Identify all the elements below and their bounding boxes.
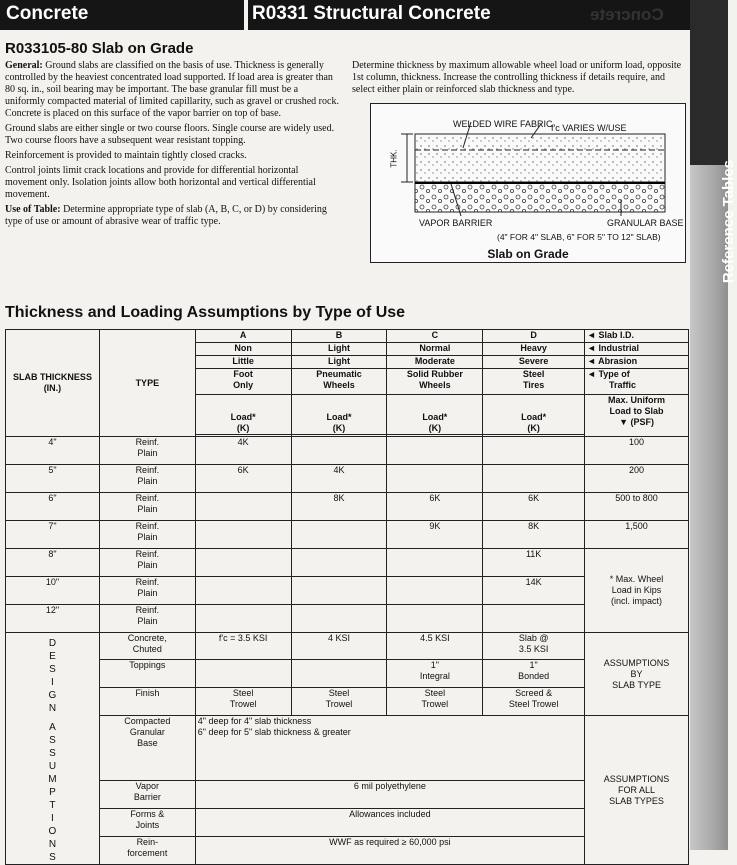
base-depth-note: (4" FOR 4" SLAB, 6" FOR 5" TO 12" SLAB)	[497, 232, 661, 242]
toppings-a	[195, 660, 291, 688]
thickness-7: 7"	[6, 521, 100, 549]
load-cell: 8K	[291, 493, 387, 521]
header-mirror-text: Concrete	[590, 5, 664, 24]
table-row	[6, 330, 689, 343]
psf-cell: 500 to 800	[585, 493, 689, 521]
type-cell: Reinf. Plain	[99, 465, 195, 493]
load-c: Load* (K)	[387, 395, 483, 435]
thickness-6: 6"	[6, 493, 100, 521]
assumptions-all-types: ASSUMPTIONS FOR ALL SLAB TYPES	[585, 716, 689, 865]
reinforcement-value: WWF as required ≥ 60,000 psi	[195, 837, 584, 865]
thickness-text: Determine thickness by maximum allowable wheel load or uniform load, opposite 1st column, thickness. Increase the controlling thickness if details require, and select either plain or reinforced slab thickness and type.	[352, 60, 682, 95]
header-title: R0331 Structural Concrete	[252, 3, 491, 24]
load-cell	[483, 465, 585, 493]
table-row	[6, 521, 689, 549]
page-header	[0, 0, 690, 30]
granular-base-label: GRANULAR BASE	[607, 218, 684, 228]
thickness-5: 5"	[6, 465, 100, 493]
max-uniform-header: Max. Uniform Load to Slab ▼ (PSF)	[585, 395, 689, 437]
traffic-c: Solid Rubber Wheels	[387, 369, 483, 395]
table-row	[6, 437, 689, 465]
load-b: Load* (K)	[291, 395, 387, 435]
traffic-label: ◄ Type of Traffic	[585, 369, 689, 395]
type-cell: Reinf. Plain	[99, 577, 195, 605]
granular-base-label: Compacted Granular Base	[99, 716, 195, 781]
load-cell	[387, 465, 483, 493]
load-cell: 11K	[483, 549, 585, 577]
finish-b: Steel Trowel	[291, 688, 387, 716]
slab-id-a: A	[195, 330, 291, 343]
paragraph-joints: Control joints limit crack locations and provide for differential horizontal movement only. Isolation joints allow both horizontal and vertical differential movement.	[5, 165, 316, 200]
slab-id-b: B	[291, 330, 387, 343]
load-d: Load* (K)	[483, 395, 585, 435]
load-cell	[387, 549, 483, 577]
slab-thickness-header: SLAB THICKNESS (IN.)	[6, 330, 100, 437]
traffic-b: Pneumatic Wheels	[291, 369, 387, 395]
load-cell	[291, 549, 387, 577]
traffic-d: Steel Tires	[483, 369, 585, 395]
industrial-c: Normal	[387, 343, 483, 356]
toppings-b	[291, 660, 387, 688]
welded-wire-label: WELDED WIRE FABRIC	[453, 119, 553, 129]
paragraph-reinforcement: Reinforcement is provided to maintain tightly closed cracks.	[5, 150, 247, 161]
slab-id-d: D	[483, 330, 585, 343]
abrasion-label: ◄ Abrasion	[585, 356, 689, 369]
finish-c: Steel Trowel	[387, 688, 483, 716]
load-a: Load* (K)	[195, 395, 291, 435]
paragraph-general: General: Ground slabs are classified on the basis of use. Thickness is generally controlled by the heaviest concentrated load supported. If load area is greater than 80 sq. in., soil bearing may be important. The base granular fill must be a uniformly compacted material of limited capillarity, such as gravel or crushed rock. Concrete is placed on this surface of the vapor barrier on top of base.	[5, 60, 339, 119]
load-cell	[195, 521, 291, 549]
reinforcement-label: Rein- forcement	[99, 837, 195, 865]
wheel-load-note: * Max. Wheel Load in Kips (incl. impact)	[585, 549, 689, 633]
type-cell: Reinf. Plain	[99, 549, 195, 577]
granular-base-value: 4" deep for 4" slab thickness 6" deep for 5" slab thickness & greater	[195, 716, 584, 781]
industrial-b: Light	[291, 343, 387, 356]
abrasion-b: Light	[291, 356, 387, 369]
table-row	[6, 465, 689, 493]
load-cell: 6K	[195, 465, 291, 493]
assumptions-by-type: ASSUMPTIONS BY SLAB TYPE	[585, 633, 689, 716]
load-cell: 6K	[387, 493, 483, 521]
thickness-12: 12"	[6, 605, 100, 633]
thickness-10: 10"	[6, 577, 100, 605]
load-cell	[195, 549, 291, 577]
section-title: R033105-80 Slab on Grade	[5, 40, 194, 57]
load-cell: 6K	[483, 493, 585, 521]
load-cell	[291, 577, 387, 605]
thickness-label: THK.	[389, 149, 399, 168]
toppings-label: Toppings	[99, 660, 195, 688]
finish-label: Finish	[99, 688, 195, 716]
vapor-barrier-label: VAPOR BARRIER	[419, 218, 493, 228]
type-cell: Reinf. Plain	[99, 493, 195, 521]
load-cell	[387, 577, 483, 605]
paragraph-use-of-table: Use of Table: Determine appropriate type of slab (A, B, C, or D) by considering type of use or amount of abrasive wear of traffic type.	[5, 204, 327, 227]
abrasion-c: Moderate	[387, 356, 483, 369]
finish-d: Screed & Steel Trowel	[483, 688, 585, 716]
industrial-a: Non	[195, 343, 291, 356]
table-row	[6, 716, 689, 781]
type-header: TYPE	[99, 330, 195, 437]
diagram-caption: Slab on Grade	[487, 247, 569, 261]
reference-tab	[690, 0, 737, 850]
reference-tab-label: Reference Tables	[720, 160, 737, 284]
design-assumptions-label: D E S I G N A S S U M P T I O N S	[6, 633, 100, 865]
concrete-b: 4 KSI	[291, 633, 387, 660]
vapor-barrier-value: 6 mil polyethylene	[195, 781, 584, 809]
load-cell	[387, 605, 483, 633]
load-cell	[387, 437, 483, 465]
concrete-label: Concrete, Chuted	[99, 633, 195, 660]
intro-text	[5, 60, 340, 231]
thickness-8: 8"	[6, 549, 100, 577]
concrete-c: 4.5 KSI	[387, 633, 483, 660]
traffic-a: Foot Only	[195, 369, 291, 395]
load-cell	[291, 437, 387, 465]
type-cell: Reinf. Plain	[99, 437, 195, 465]
slab-diagram	[370, 103, 686, 263]
slab-id-label: ◄ Slab I.D.	[585, 330, 689, 343]
type-cell: Reinf. Plain	[99, 605, 195, 633]
load-cell: 9K	[387, 521, 483, 549]
concrete-a: f'c = 3.5 KSI	[195, 633, 291, 660]
load-cell: 4K	[291, 465, 387, 493]
industrial-d: Heavy	[483, 343, 585, 356]
fc-label: f'c VARIES W/USE	[551, 123, 627, 133]
load-cell: 14K	[483, 577, 585, 605]
header-divider	[244, 0, 248, 30]
header-section-name: Concrete	[6, 3, 89, 24]
load-cell: 8K	[483, 521, 585, 549]
load-cell	[195, 605, 291, 633]
table-row	[6, 633, 689, 660]
reference-tab-block	[690, 0, 728, 165]
load-cell	[291, 605, 387, 633]
load-cell	[195, 493, 291, 521]
psf-cell: 100	[585, 437, 689, 465]
concrete-d: Slab @ 3.5 KSI	[483, 633, 585, 660]
load-cell	[483, 437, 585, 465]
psf-cell: 200	[585, 465, 689, 493]
vapor-barrier-label: Vapor Barrier	[99, 781, 195, 809]
industrial-label: ◄ Industrial	[585, 343, 689, 356]
abrasion-d: Severe	[483, 356, 585, 369]
load-cell	[483, 605, 585, 633]
load-cell	[291, 521, 387, 549]
slab-id-c: C	[387, 330, 483, 343]
psf-cell: 1,500	[585, 521, 689, 549]
forms-joints-value: Allowances included	[195, 809, 584, 837]
toppings-c: 1" Integral	[387, 660, 483, 688]
toppings-d: 1" Bonded	[483, 660, 585, 688]
forms-joints-label: Forms & Joints	[99, 809, 195, 837]
load-cell	[195, 577, 291, 605]
paragraph-courses: Ground slabs are either single or two course floors. Single course are widely used. Two course floors have a subsequent wear resistant topping.	[5, 123, 335, 146]
finish-a: Steel Trowel	[195, 688, 291, 716]
slab-table	[5, 329, 689, 865]
abrasion-a: Little	[195, 356, 291, 369]
table-row	[6, 549, 689, 577]
thickness-4: 4"	[6, 437, 100, 465]
load-cell: 4K	[195, 437, 291, 465]
table-title: Thickness and Loading Assumptions by Type of Use	[5, 304, 406, 321]
type-cell: Reinf. Plain	[99, 521, 195, 549]
table-row	[6, 493, 689, 521]
